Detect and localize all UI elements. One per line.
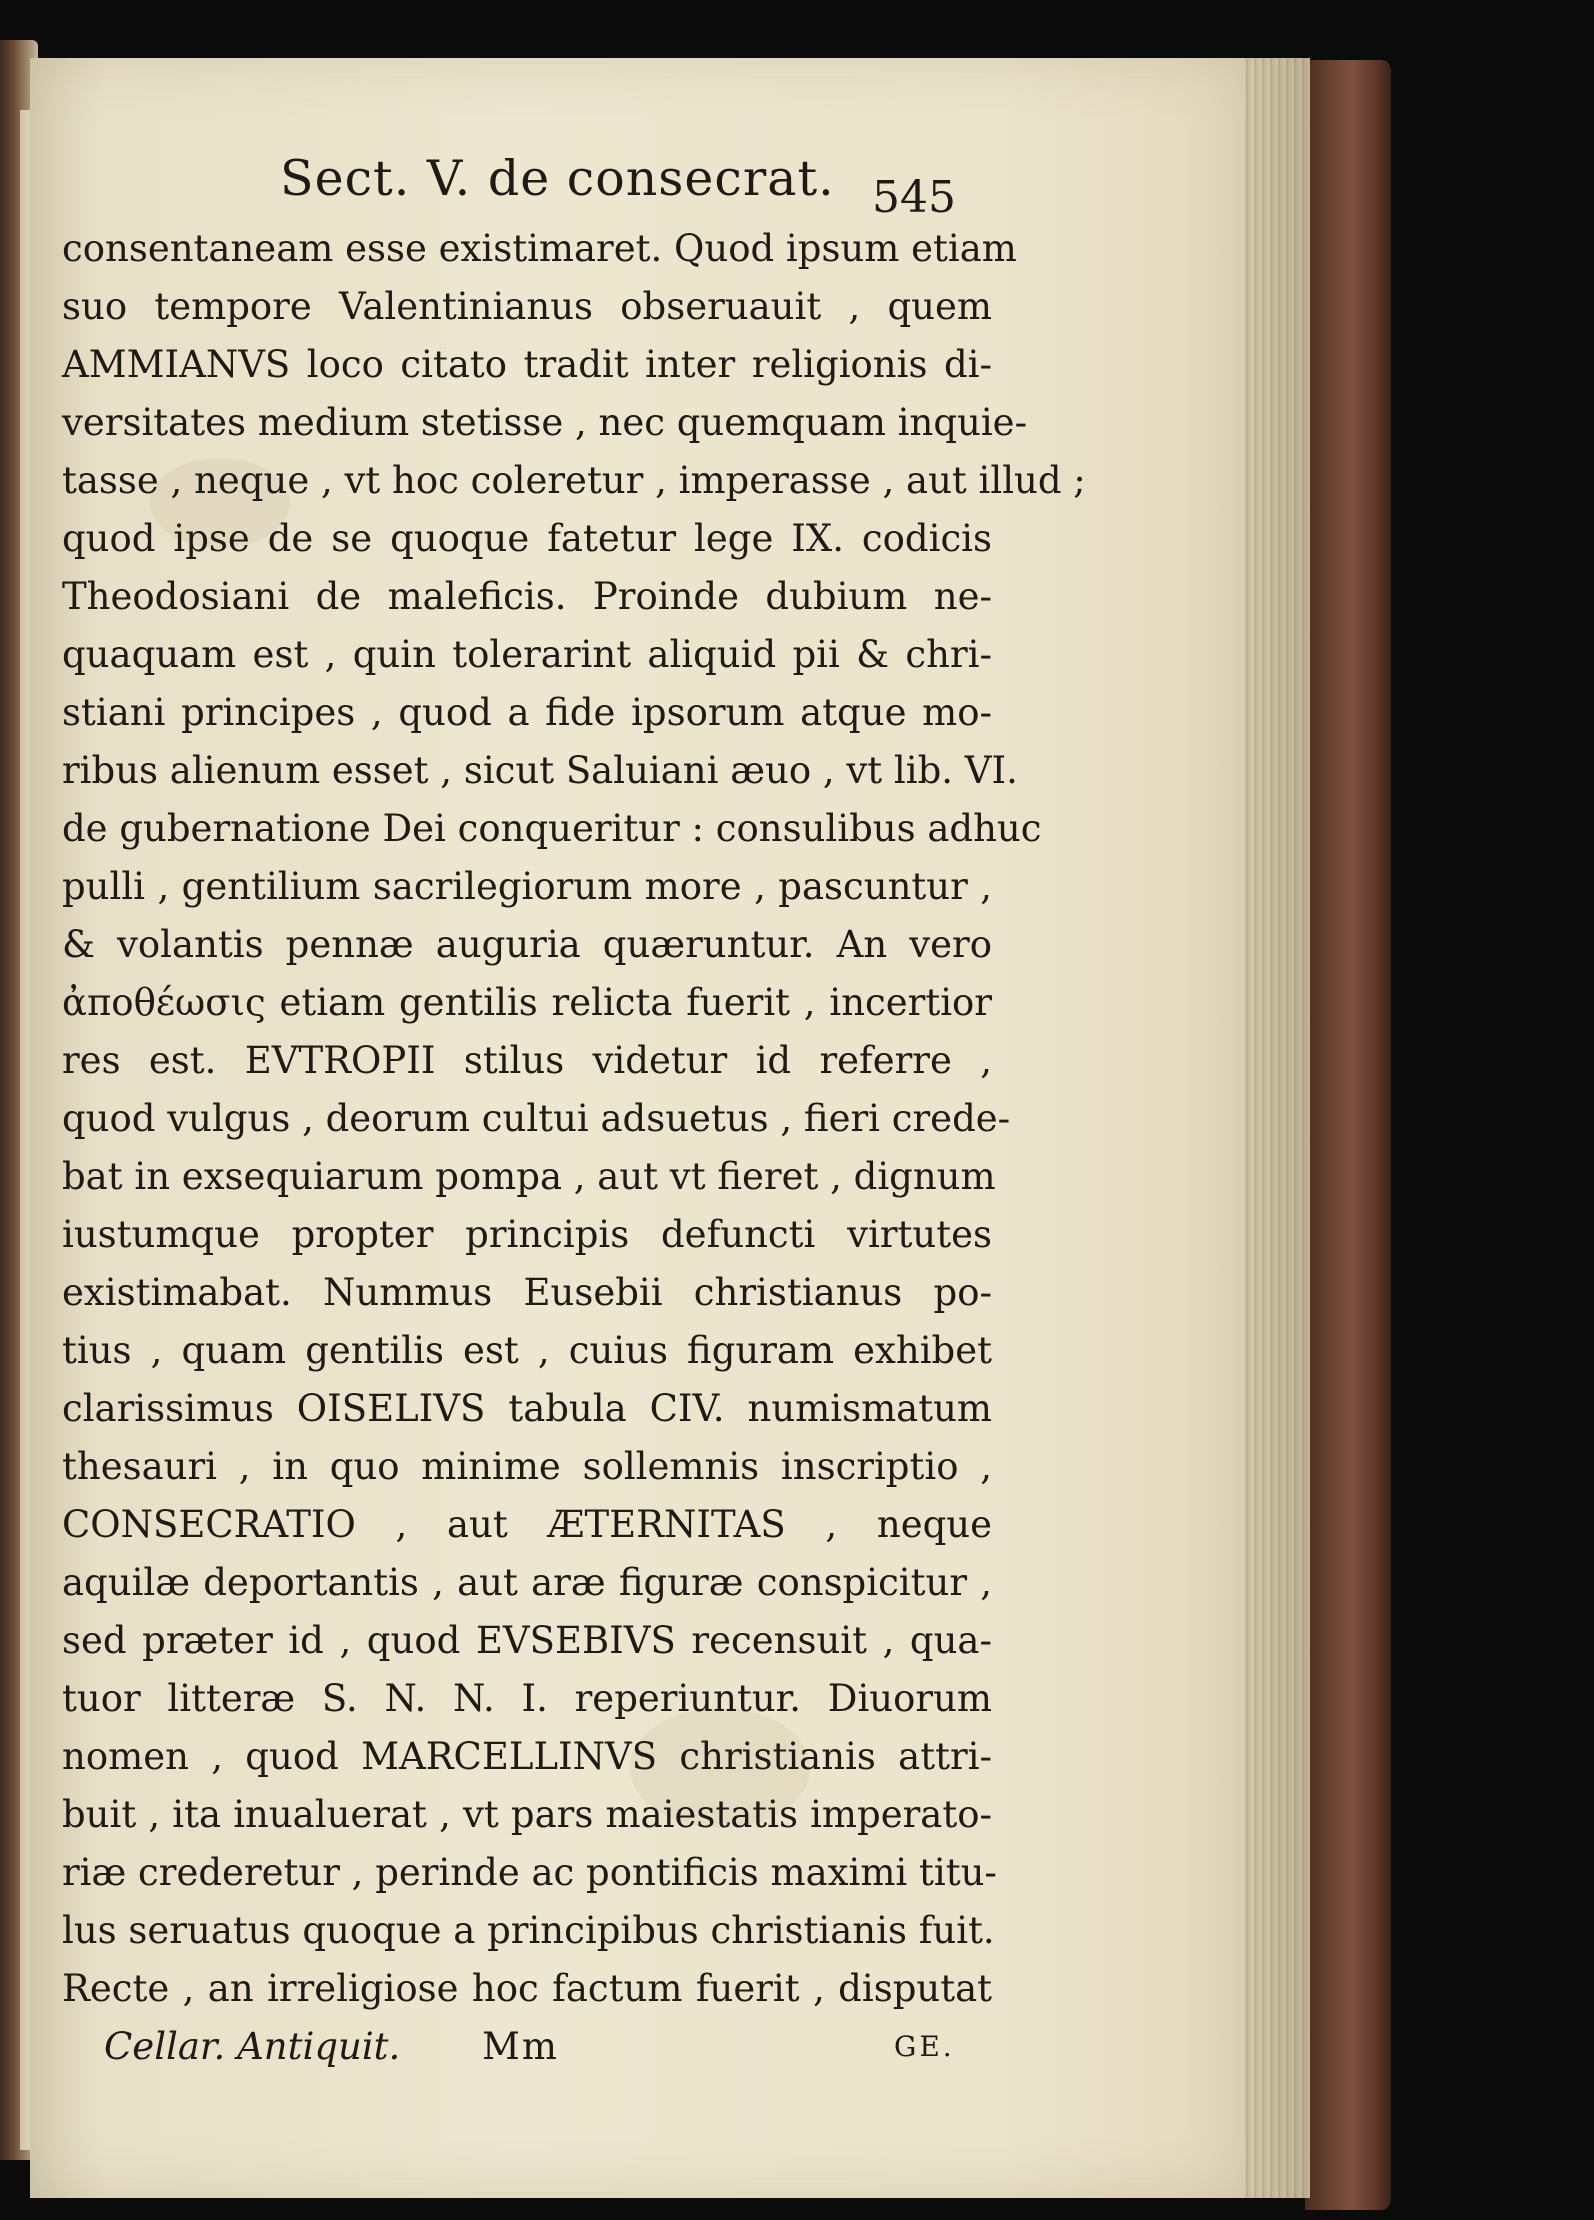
running-head <box>62 150 992 223</box>
text-line: sed præter id , quod EVSEBIVS recensuit , qua- <box>62 1619 992 1662</box>
text-line: iustumque propter principis defuncti virtutes <box>62 1213 992 1256</box>
footer-signature: Mm <box>482 2025 559 2068</box>
footer-catchword: Cellar. Antiquit. <box>104 2025 401 2068</box>
text-line: suo tempore Valentinianus obseruauit , quem <box>62 285 992 328</box>
text-line: versitates medium stetisse , nec quemquam inquie- <box>62 401 1028 444</box>
text-line: de gubernatione Dei conqueritur : consulibus adhuc <box>62 807 1042 850</box>
page-number: 545 <box>872 172 956 223</box>
text-line: & volantis pennæ auguria quæruntur. An vero <box>62 923 992 966</box>
text-line: CONSECRATIO , aut ÆTERNITAS , neque <box>62 1503 992 1546</box>
page-footer <box>62 2018 992 2076</box>
text-line: quod ipse de se quoque fatetur lege IX. codicis <box>62 517 992 560</box>
text-line: lus seruatus quoque a principibus christianis fuit. <box>62 1909 995 1952</box>
text-line: bat in exsequiarum pompa , aut vt fieret , dignum <box>62 1155 996 1198</box>
text-line: quod vulgus , deorum cultui adsuetus , fieri crede- <box>62 1097 1011 1140</box>
text-line: clarissimus OISELIVS tabula CIV. numismatum <box>62 1387 992 1430</box>
text-line: ribus alienum esset , sicut Saluiani æuo , vt lib. VI. <box>62 749 1018 792</box>
text-line: pulli , gentilium sacrilegiorum more , pascuntur , <box>62 865 992 908</box>
running-head-title: Sect. V. de consecrat. <box>280 150 835 207</box>
text-line: Theodosiani de maleficis. Proinde dubium ne- <box>62 575 992 618</box>
text-line: ἀποθέωσις etiam gentilis relicta fuerit , incertior <box>62 981 992 1024</box>
page-text-block <box>62 150 1086 2076</box>
text-line: stiani principes , quod a fide ipsorum atque mo- <box>62 691 992 734</box>
text-line: res est. EVTROPII stilus videtur id referre , <box>62 1039 992 1082</box>
text-line: riæ crederetur , perinde ac pontificis maximi titu- <box>62 1851 997 1894</box>
text-line: consentaneam esse existimaret. Quod ipsum etiam <box>62 227 1017 270</box>
text-line: buit , ita inualuerat , vt pars maiestatis imperato- <box>62 1793 992 1836</box>
text-line: AMMIANVS loco citato tradit inter religionis di- <box>62 343 992 386</box>
text-line: tuor litteræ S. N. N. I. reperiuntur. Diuorum <box>62 1677 992 1720</box>
text-line: tius , quam gentilis est , cuius figuram exhibet <box>62 1329 992 1372</box>
book-cover <box>1305 60 1391 2210</box>
text-line: Recte , an irreligiose hoc factum fuerit , disputat <box>62 1967 992 2010</box>
text-line: thesauri , in quo minime sollemnis inscriptio , <box>62 1445 992 1488</box>
text-line: existimabat. Nummus Eusebii christianus po- <box>62 1271 992 1314</box>
footer-next-catchword: GE. <box>894 2030 955 2063</box>
body-text <box>62 220 1086 2018</box>
text-line: tasse , neque , vt hoc coleretur , imperasse , aut illud ; <box>62 459 1086 502</box>
text-line: aquilæ deportantis , aut aræ figuræ conspicitur , <box>62 1561 992 1604</box>
text-line: nomen , quod MARCELLINVS christianis attri- <box>62 1735 992 1778</box>
text-line: quaquam est , quin tolerarint aliquid pii & chri- <box>62 633 992 676</box>
